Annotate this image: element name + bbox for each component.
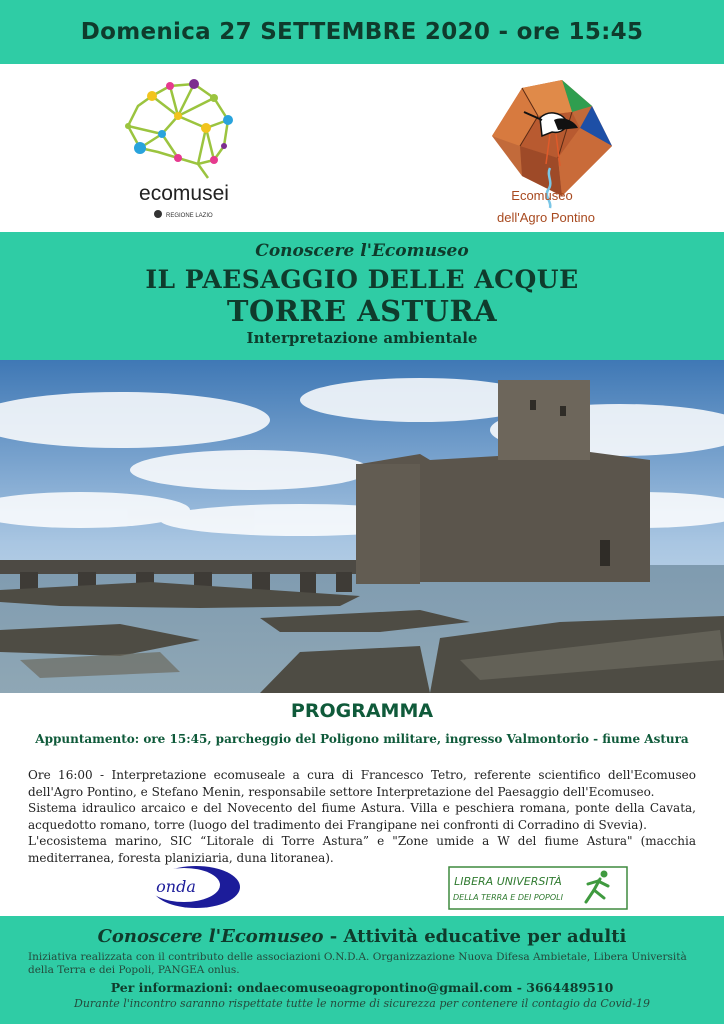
- logo-area: [0, 64, 724, 232]
- program-description: [28, 767, 696, 867]
- libera-logo-line2: DELLA TERRA E DEI POPOLI: [453, 893, 563, 902]
- partner-logos: [0, 860, 724, 916]
- agro-pontino-logo-line2: dell'Agro Pontino: [497, 210, 595, 225]
- agro-pontino-logo-line1: Ecomuseo: [511, 188, 573, 203]
- program-paragraph: Sistema idraulico arcaico e del Novecento del fiume Astura. Villa e peschiera romana, ponte della Cavata, acquedotto romano, torre (luogo del tradimento dei Frangipane nei confronti di Corradino di Svevia).: [28, 801, 696, 832]
- regione-lazio-text: REGIONE LAZIO: [166, 213, 213, 219]
- footer-credits: Iniziativa realizzata con il contributo delle associazioni O.N.D.A. Organizzazione Nuova Difesa Ambietale, Libera Università della Terra e dei Popoli, PANGEA onlus.: [28, 951, 687, 976]
- event-date: Domenica 27 SETTEMBRE 2020 - ore 15:45: [80, 19, 644, 45]
- ecomusei-logo-text: ecomusei: [139, 182, 229, 205]
- torre-astura-photo: [0, 360, 724, 693]
- agro-pontino-logo: [462, 76, 622, 226]
- onda-logo-text: onda: [156, 877, 196, 896]
- series-kicker: Conoscere l'Ecomuseo: [255, 241, 469, 261]
- footer-title: [0, 926, 724, 947]
- date-banner: [0, 0, 724, 64]
- footer-banner: [0, 916, 724, 1024]
- program-paragraph: L'ecosistema marino, SIC “Litorale di Torre Astura” e "Zone umide a W del fiume Astura" (macchia mediterranea, foresta planiziaria, duna litoranea).: [28, 834, 696, 865]
- event-location-title: TORRE ASTURA: [226, 294, 498, 328]
- event-title: IL PAESAGGIO DELLE ACQUE: [145, 265, 579, 294]
- title-banner: [0, 232, 724, 360]
- program-paragraph: Ore 16:00 - Interpretazione ecomuseale a cura di Francesco Tetro, referente scientifico dell'Ecomuseo dell'Agro Pontino, e Stefano Menin, responsabile settore Interpretazione del Paesaggio dell'Ecomuseo.: [28, 768, 696, 799]
- programma-heading: PROGRAMMA: [290, 700, 434, 722]
- appointment-line: Appuntamento: ore 15:45, parcheggio del Poligono militare, ingresso Valmontorio - fiume Astura: [35, 732, 689, 746]
- contact-info: Per informazioni: ondaecomuseoagropontino@gmail.com - 3664489510: [110, 980, 614, 995]
- onda-logo: [150, 864, 242, 910]
- ecomusei-logo: [118, 76, 248, 221]
- libera-universita-logo: [448, 866, 628, 910]
- safety-note: Durante l'incontro saranno rispettate tutte le norme di sicurezza per contenere il contagio da Covid-19: [74, 997, 650, 1010]
- libera-logo-line1: LIBERA UNIVERSITÀ: [454, 875, 562, 888]
- event-subtitle: Interpretazione ambientale: [246, 329, 478, 347]
- footer-title-series: Conoscere l'Ecomuseo: [97, 926, 324, 947]
- footer-title-rest: - Attività educative per adulti: [323, 926, 627, 947]
